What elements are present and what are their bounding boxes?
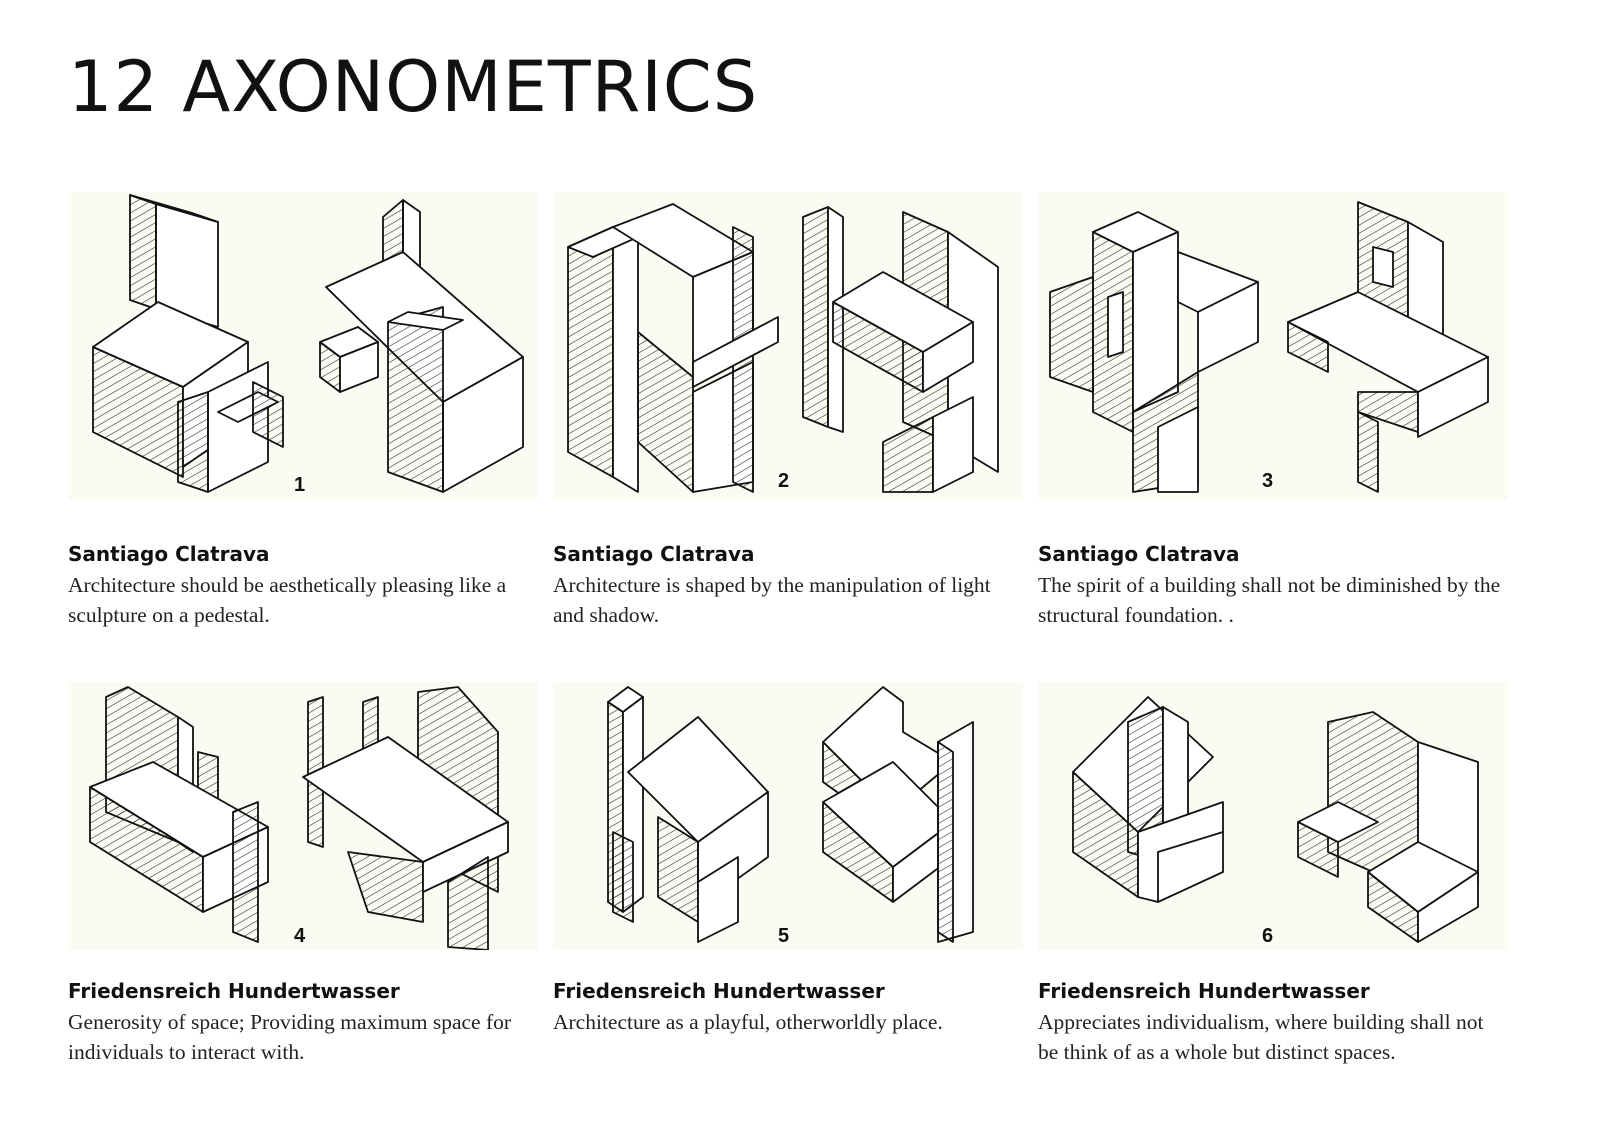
architect-quote: Architecture is shaped by the manipulation of light and shadow. bbox=[553, 573, 991, 627]
architect-name: Santiago Clatrava bbox=[68, 542, 270, 566]
axonometric-drawing-5 bbox=[553, 682, 1023, 950]
architect-quote: Architecture as a playful, otherworldly place. bbox=[553, 1010, 943, 1034]
axonometric-number: 3 bbox=[1262, 470, 1274, 492]
axonometric-drawing-3 bbox=[1038, 192, 1508, 500]
architect-name: Friedensreich Hundertwasser bbox=[553, 979, 885, 1003]
axonometric-sketch-5 bbox=[553, 682, 1023, 950]
axonometric-sketch-1 bbox=[68, 192, 538, 500]
architect-quote: Appreciates individualism, where building shall not be think of as a whole but distinct spaces. bbox=[1038, 1010, 1484, 1064]
axonometric-number: 6 bbox=[1262, 925, 1274, 947]
page-title: 12 AXONOMETRICS bbox=[68, 46, 759, 128]
axonometric-number: 4 bbox=[294, 925, 306, 947]
architect-name: Friedensreich Hundertwasser bbox=[68, 979, 400, 1003]
axonometric-sketch-2 bbox=[553, 192, 1023, 500]
axonometric-drawing-1 bbox=[68, 192, 538, 500]
axonometric-number: 5 bbox=[778, 925, 790, 947]
axonometric-drawing-4 bbox=[68, 682, 538, 950]
axonometric-sketch-3 bbox=[1038, 192, 1508, 500]
axonometric-drawing-2 bbox=[553, 192, 1023, 500]
architect-quote: The spirit of a building shall not be diminished by the structural foundation. . bbox=[1038, 573, 1501, 627]
architect-name: Santiago Clatrava bbox=[553, 542, 755, 566]
architect-name: Santiago Clatrava bbox=[1038, 542, 1240, 566]
architect-name: Friedensreich Hundertwasser bbox=[1038, 979, 1370, 1003]
axonometric-number: 1 bbox=[294, 474, 306, 496]
architect-quote: Generosity of space; Providing maximum space for individuals to interact with. bbox=[68, 1010, 512, 1064]
architect-quote: Architecture should be aesthetically pleasing like a sculpture on a pedestal. bbox=[68, 573, 507, 627]
axonometric-number: 2 bbox=[778, 470, 790, 492]
axonometric-drawing-6 bbox=[1038, 682, 1508, 950]
axonometric-sketch-6 bbox=[1038, 682, 1508, 950]
axonometric-sketch-4 bbox=[68, 682, 538, 950]
